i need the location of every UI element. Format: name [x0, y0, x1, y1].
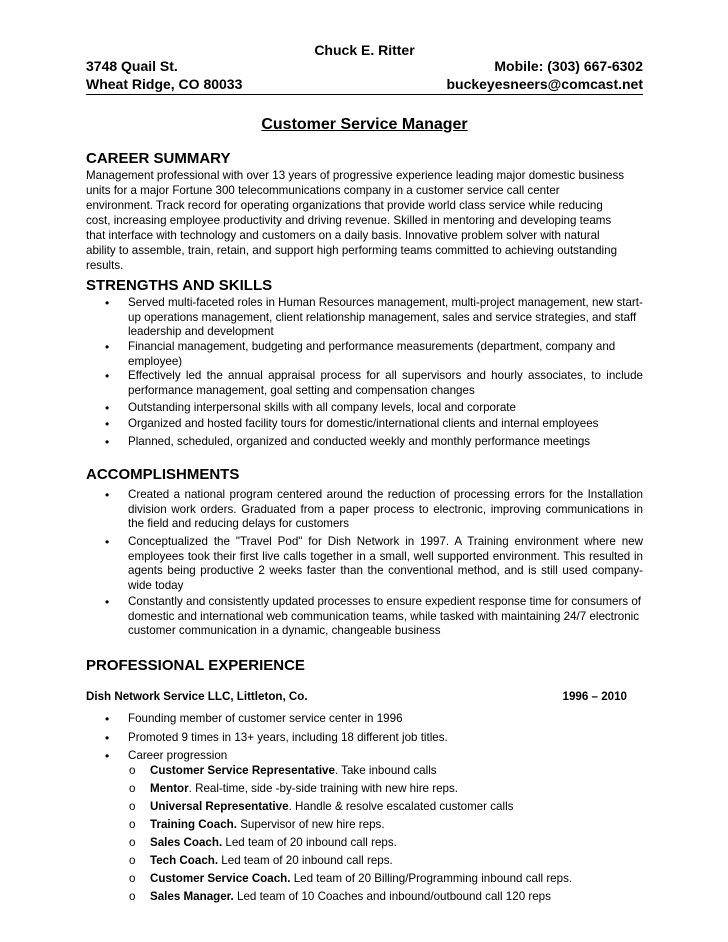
experience-list	[86, 710, 643, 766]
role-title: Customer Service Representative	[150, 764, 335, 777]
list-item: • Promoted 9 times in 13+ years, including 18 different job titles.	[86, 729, 643, 748]
role-title: Mentor	[150, 782, 189, 795]
career-summary-heading: CAREER SUMMARY	[86, 150, 231, 167]
email-address: buckeyesneers@comcast.net	[446, 76, 643, 92]
role-title: Training Coach.	[150, 818, 237, 831]
list-item: • Constantly and consistently updated processes to ensure expedient response time for consumers of domestic and international web communication teams, while tasked with maintaining 24/7 electronic customer communication in a dynamic, changeable business	[86, 595, 643, 639]
accomplishments-heading: ACCOMPLISHMENTS	[86, 466, 240, 483]
job-header	[86, 690, 643, 703]
summary-line: environment. Track record for operating organizations that provide world class service while reducing	[86, 199, 603, 212]
role-item	[86, 798, 643, 816]
company-name: Dish Network Service LLC, Littleton, Co.	[86, 690, 308, 703]
career-summary-text	[86, 168, 643, 273]
street-address: 3748 Quail St.	[86, 58, 178, 74]
career-progression-list	[86, 762, 643, 906]
strengths-heading: STRENGTHS AND SKILLS	[86, 277, 273, 294]
sub-bullet: o	[129, 890, 136, 903]
list-item: • Served multi-faceted roles in Human Resources management, multi-project management, new start-up operations management, client relationship management, sales and service strategies, and staff leadership and development	[86, 296, 643, 340]
role-desc: Led team of 20 inbound call reps.	[218, 854, 393, 867]
accomplishments-list	[86, 488, 643, 639]
list-item: • Conceptualized the "Travel Pod" for Dish Network in 1997. A Training environment where new employees took their first live calls together in a small, well supported environment. This resulted in agents being productive 2 weeks faster than the conventional method, and is still used company-wide today	[86, 535, 643, 595]
role-desc: . Take inbound calls	[334, 764, 437, 777]
sub-bullet: o	[129, 872, 136, 885]
role-item	[86, 852, 643, 870]
candidate-name: Chuck E. Ritter	[314, 42, 415, 58]
role-title: Customer Service Coach.	[150, 872, 291, 885]
resume-title: Customer Service Manager	[261, 116, 468, 133]
header-divider	[86, 94, 643, 95]
list-item: • Outstanding interpersonal skills with all company levels, local and corporate	[86, 401, 643, 417]
list-item: • Founding member of customer service center in 1996	[86, 710, 643, 729]
role-title: Sales Coach.	[150, 836, 223, 849]
list-item: • Career progression	[86, 747, 643, 766]
role-item	[86, 816, 643, 834]
list-item: • Financial management, budgeting and performance measurements (department, company and employee)	[86, 340, 643, 369]
sub-bullet: o	[129, 764, 136, 777]
summary-line: units for a major Fortune 300 telecommunications company in a customer service call center	[86, 184, 560, 197]
summary-line: that interface with technology and customers on a daily basis. Innovative problem solver with natural	[86, 229, 600, 242]
role-title: Tech Coach.	[150, 854, 219, 867]
role-desc: Supervisor of new hire reps.	[236, 818, 385, 831]
sub-bullet: o	[129, 782, 136, 795]
phone-number: Mobile: (303) 667-6302	[494, 58, 643, 74]
summary-line: results.	[86, 259, 124, 272]
role-item	[86, 870, 643, 888]
role-desc: . Handle & resolve escalated customer calls	[288, 800, 514, 813]
list-item: • Planned, scheduled, organized and conducted weekly and monthly performance meetings	[86, 435, 643, 451]
list-item: • Organized and hosted facility tours for domestic/international clients and internal employees	[86, 417, 643, 435]
role-item	[86, 780, 643, 798]
list-item: • Created a national program centered around the reduction of processing errors for the Installation division work orders. Graduated from a paper process to electronic, improving communications in the field and reducing delays for customers	[86, 488, 643, 535]
role-desc: Led team of 20 inbound call reps.	[222, 836, 397, 849]
summary-line: Management professional with over 13 years of progressive experience leading major domestic business	[86, 169, 625, 182]
list-item: • Effectively led the annual appraisal process for all supervisors and hourly associates, to include performance management, goal setting and compensation changes	[86, 369, 643, 401]
role-item	[86, 834, 643, 852]
sub-bullet: o	[129, 854, 136, 867]
role-title: Universal Representative	[150, 800, 289, 813]
experience-heading: PROFESSIONAL EXPERIENCE	[86, 657, 305, 674]
role-item	[86, 888, 643, 906]
job-dates: 1996 – 2010	[562, 690, 627, 703]
role-title: Sales Manager.	[150, 890, 234, 903]
role-item	[86, 762, 643, 780]
summary-line: ability to assemble, train, retain, and support high performing teams committed to achieving outstanding	[86, 244, 618, 257]
strengths-list	[86, 296, 643, 451]
city-state-zip: Wheat Ridge, CO 80033	[86, 76, 243, 92]
sub-bullet: o	[129, 818, 136, 831]
sub-bullet: o	[129, 800, 136, 813]
role-desc: . Real-time, side -by-side training with new hire reps.	[188, 782, 458, 795]
role-desc: Led team of 10 Coaches and inbound/outbound call 120 reps	[233, 890, 551, 903]
sub-bullet: o	[129, 836, 136, 849]
summary-line: cost, increasing employee productivity and driving revenue. Skilled in mentoring and developing teams	[86, 214, 612, 227]
role-desc: Led team of 20 Billing/Programming inbound call reps.	[290, 872, 573, 885]
